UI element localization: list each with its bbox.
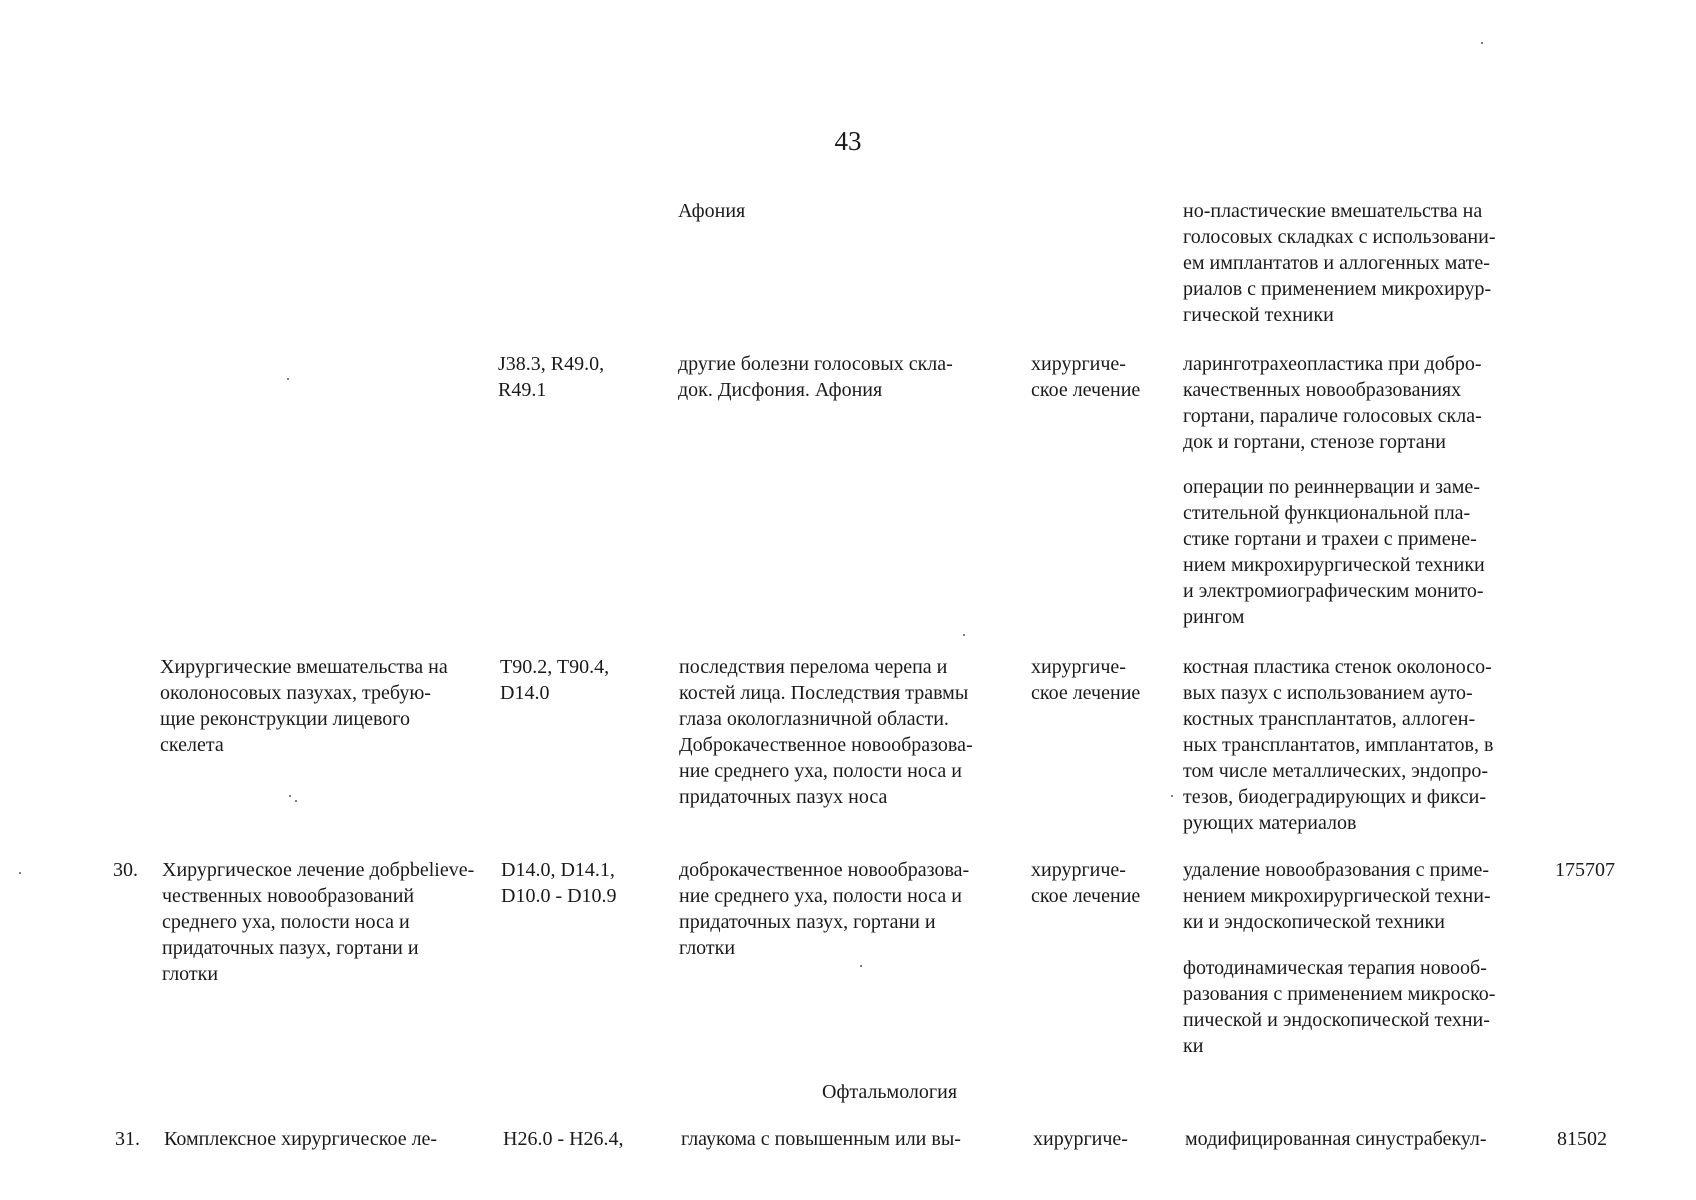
icd-codes-cell: D14.0, D14.1, D10.0 - D10.9 bbox=[501, 859, 617, 907]
diagnosis-cell: глаукома с повышенным или вы- bbox=[681, 1128, 961, 1150]
row-number: 31. bbox=[115, 1128, 140, 1150]
method-cell: но-пластические вмешательства на голосовых складках с использовани- ем имплантатов и аллогенных мате- риалов с применением микрохирур- гической техники bbox=[1183, 200, 1496, 326]
scan-speck bbox=[1171, 795, 1173, 797]
cost-cell: 81502 bbox=[1557, 1128, 1607, 1150]
diagnosis-cell: Афония bbox=[678, 200, 746, 222]
cost-cell: 175707 bbox=[1555, 859, 1615, 881]
method-cell: удаление новообразования с приме- нением микрохирургической техни- ки и эндоскопической техники bbox=[1183, 859, 1491, 933]
diagnosis-cell: последствия перелома черепа и костей лица. Последствия травмы глаза окологлазничной области. Доброкачественное новообразова- ние среднего уха, полости носа и придаточных пазух носа bbox=[679, 656, 973, 808]
scan-speck bbox=[860, 965, 862, 967]
scan-speck bbox=[1481, 42, 1483, 44]
service-name-cell: Комплексное хирургическое ле- bbox=[164, 1128, 438, 1150]
scan-speck bbox=[963, 634, 965, 636]
row-number: 30. bbox=[113, 859, 138, 881]
treatment-type-cell: хирургиче- bbox=[1033, 1128, 1128, 1150]
icd-codes-cell: T90.2, T90.4, D14.0 bbox=[500, 656, 610, 704]
service-name-cell: Хирургические вмешательства на околоносовых пазухах, требую- щие реконструкции лицевого скелета bbox=[160, 656, 448, 756]
scan-speck bbox=[289, 795, 291, 797]
treatment-type-cell: хирургиче- ское лечение bbox=[1031, 656, 1141, 704]
method-cell: ларинготрахеопластика при добро- качественных новообразованиях гортани, параличе голосовых скла- док и гортани, стенозе гортани bbox=[1183, 353, 1482, 453]
diagnosis-cell: другие болезни голосовых скла- док. Дисфония. Афония bbox=[678, 353, 953, 401]
method-cell: модифицированная синустрабекул- bbox=[1185, 1128, 1487, 1150]
treatment-type-cell: хирургиче- ское лечение bbox=[1031, 859, 1141, 907]
diagnosis-cell: доброкачественное новообразова- ние среднего уха, полости носа и придаточных пазух, гортани и глотки bbox=[679, 859, 970, 959]
method-cell: костная пластика стенок околоносо- вых пазух с использованием ауто- костных трансплантатов, аллоген- ных трансплантатов, имплантатов, в том числе металлических, эндопро- тезов, биодеградирующих и фикси- рующих материалов bbox=[1183, 656, 1494, 834]
icd-codes-cell: H26.0 - H26.4, bbox=[503, 1128, 624, 1150]
scan-speck bbox=[19, 872, 21, 874]
icd-codes-cell: J38.3, R49.0, R49.1 bbox=[498, 353, 605, 401]
service-name-cell: Хирургическое лечение добрbelieve- чественных новообразований среднего уха, полости носа и придаточных пазух, гортани и глотки bbox=[162, 859, 475, 985]
treatment-type-cell: хирургиче- ское лечение bbox=[1031, 353, 1141, 401]
method-cell: операции по реиннервации и заме- стительной функциональной пла- стике гортани и трахеи с примене- нием микрохирургической техники и электромиографическим монито- рингом bbox=[1183, 476, 1485, 628]
method-cell: фотодинамическая терапия новооб- разования с применением микроско- пической и эндоскопической техни- ки bbox=[1183, 957, 1496, 1057]
page-number: 43 bbox=[834, 126, 862, 156]
scan-speck bbox=[295, 800, 297, 802]
scan-speck bbox=[287, 378, 289, 380]
section-heading: Офтальмология bbox=[822, 1081, 958, 1103]
